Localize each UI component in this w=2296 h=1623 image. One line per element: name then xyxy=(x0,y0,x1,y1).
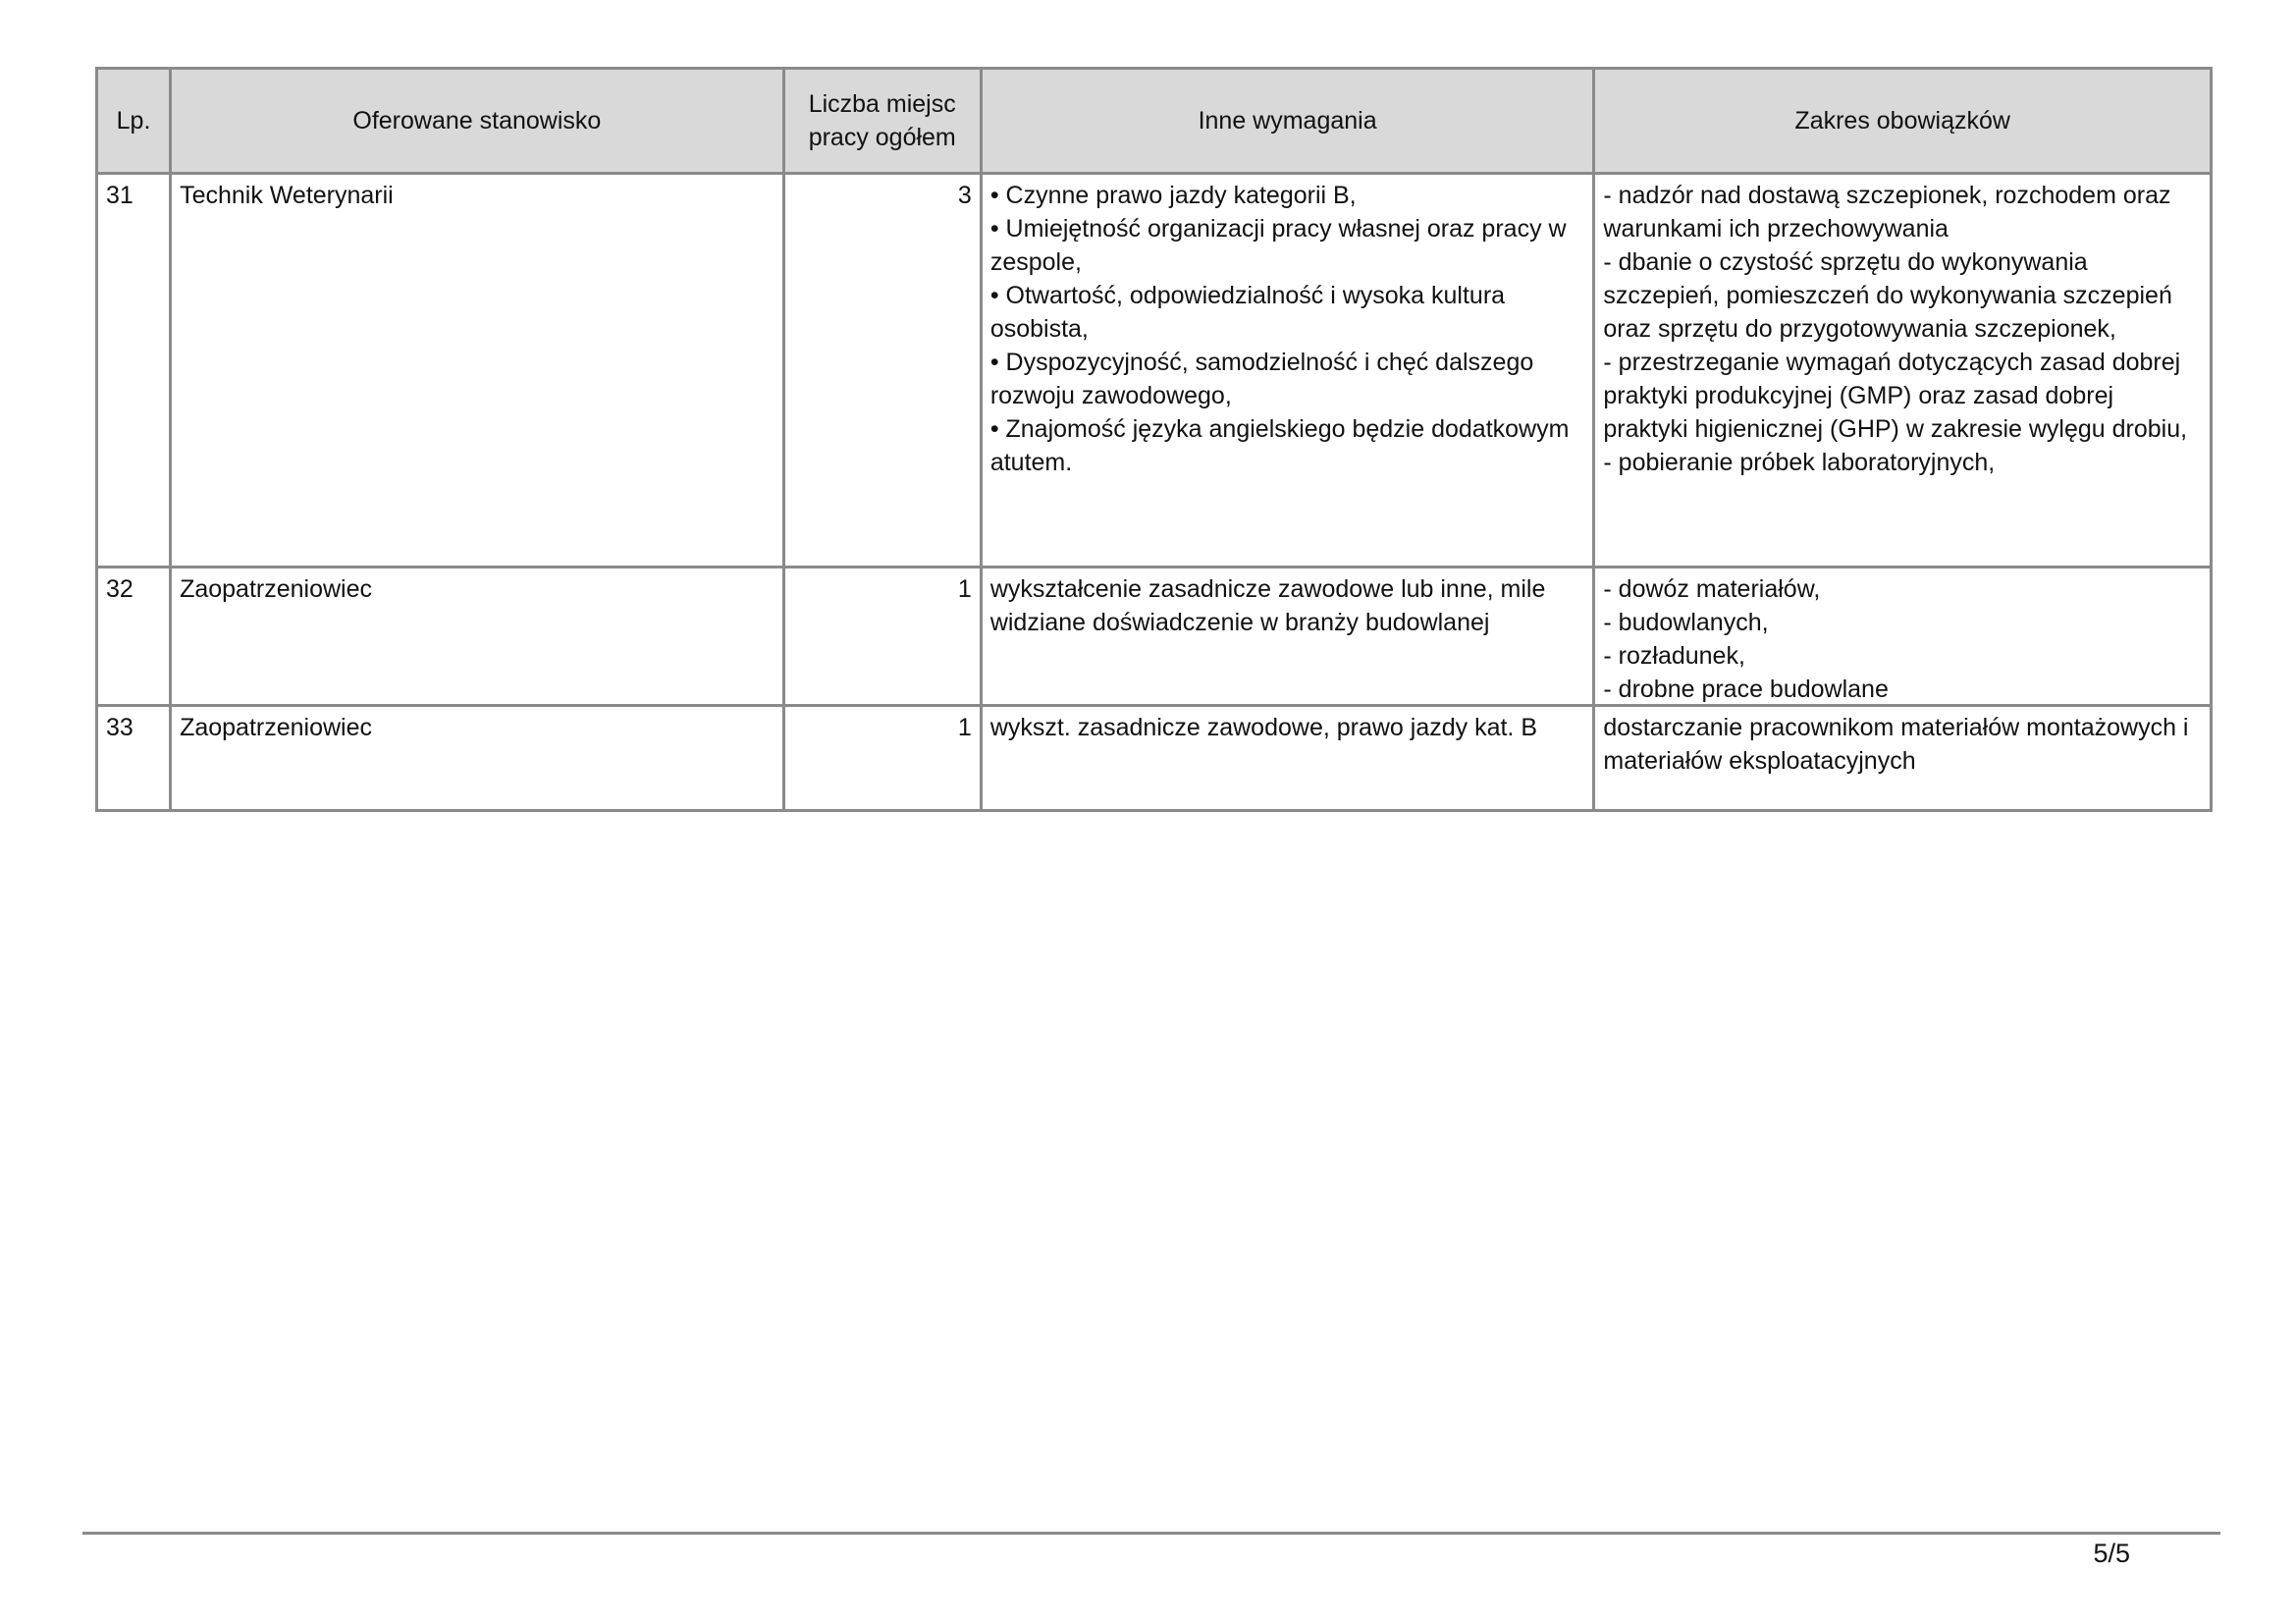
cell-lp: 31 xyxy=(97,174,171,568)
requirement-line: • Znajomość języka angielskiego będzie dodatkowym atutem. xyxy=(989,415,1570,476)
cell-position: Technik Weterynarii xyxy=(171,174,784,568)
duty-line: - drobne prace budowlane xyxy=(1603,676,1889,703)
requirement-line: • Otwartość, odpowiedzialność i wysoka kultura osobista, xyxy=(989,282,1506,343)
requirement-line: • Czynne prawo jazdy kategorii B, xyxy=(989,182,1357,209)
duty-line: - rozładunek, xyxy=(1603,642,1745,670)
duty-line: - dowóz materiałów, xyxy=(1603,575,1821,603)
cell-count: 1 xyxy=(783,568,981,706)
table-row xyxy=(97,174,2212,568)
requirement-line: wykształcenie zasadnicze zawodowe lub inne, mile widziane doświadczenie w branży budowlanej xyxy=(989,575,1546,636)
cell-lp: 33 xyxy=(97,706,171,811)
header-requirements: Inne wymagania xyxy=(981,69,1594,174)
cell-requirements xyxy=(981,174,1594,568)
footer-divider xyxy=(82,1532,2220,1535)
cell-duties xyxy=(1594,706,2212,811)
cell-duties xyxy=(1594,568,2212,706)
table-row xyxy=(97,706,2212,811)
requirement-line: • Umiejętność organizacji pracy własnej oraz pracy w zespole, xyxy=(989,215,1567,276)
cell-position: Zaopatrzeniowiec xyxy=(171,706,784,811)
cell-requirements xyxy=(981,568,1594,706)
header-lp: Lp. xyxy=(97,69,171,174)
cell-count: 1 xyxy=(783,706,981,811)
cell-count: 3 xyxy=(783,174,981,568)
requirement-line: wykszt. zasadnicze zawodowe, prawo jazdy kat. B xyxy=(989,714,1538,741)
duty-line: - przestrzeganie wymagań dotyczących zasad dobrej praktyki produkcyjnej (GMP) oraz zasad dobrej praktyki higienicznej (GHP) w zakresie wylęgu drobiu, xyxy=(1603,349,2188,443)
cell-lp: 32 xyxy=(97,568,171,706)
header-count: Liczba miejsc pracy ogółem xyxy=(783,69,981,174)
table-header-row xyxy=(97,69,2212,174)
requirement-line: • Dyspozycyjność, samodzielność i chęć dalszego rozwoju zawodowego, xyxy=(989,349,1534,409)
header-position: Oferowane stanowisko xyxy=(171,69,784,174)
header-duties: Zakres obowiązków xyxy=(1594,69,2212,174)
duty-line: dostarczanie pracownikom materiałów montażowych i materiałów eksploatacyjnych xyxy=(1603,714,2189,775)
job-offers-table xyxy=(95,67,2213,812)
duty-line: - nadzór nad dostawą szczepionek, rozchodem oraz warunkami ich przechowywania xyxy=(1603,182,2171,243)
cell-duties xyxy=(1594,174,2212,568)
table-row xyxy=(97,568,2212,706)
duty-line: - dbanie o czystość sprzętu do wykonywania szczepień, pomieszczeń do wykonywania szczepień oraz sprzętu do przygotowywania szczepionek, xyxy=(1603,248,2172,343)
page-number: 5/5 xyxy=(2093,1539,2130,1568)
duty-line: - budowlanych, xyxy=(1603,609,1769,636)
duty-line: - pobieranie próbek laboratoryjnych, xyxy=(1603,449,1996,476)
cell-requirements xyxy=(981,706,1594,811)
cell-position: Zaopatrzeniowiec xyxy=(171,568,784,706)
